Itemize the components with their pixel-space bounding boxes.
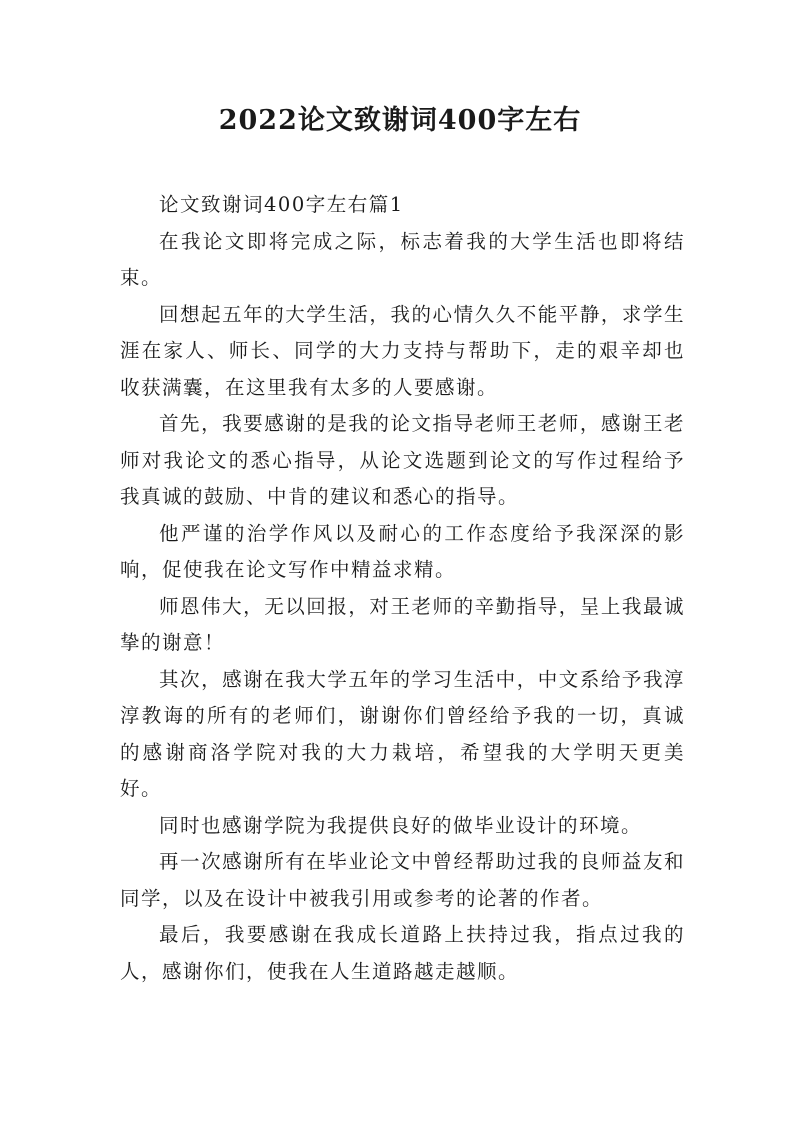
paragraph: 同时也感谢学院为我提供良好的做毕业设计的环境。 [159, 813, 643, 837]
paragraph: 回想起五年的大学生活，我的心情久久不能平静，求学生涯在家人、师长、同学的大力支持与帮助下，走的艰辛却也收获满囊，在这里我有太多的人要感谢。 [120, 302, 685, 399]
paragraph: 其次，感谢在我大学五年的学习生活中，中文系给予我淳淳教诲的所有的老师们，谢谢你们曾经给予我的一切，真诚的感谢商洛学院对我的大力栽培，希望我的大学明天更美好。 [120, 667, 685, 800]
paragraph: 最后，我要感谢在我成长道路上扶持过我，指点过我的人，感谢你们，使我在人生道路越走越顺。 [120, 923, 685, 983]
paragraph: 首先，我要感谢的是我的论文指导老师王老师，感谢王老师对我论文的悉心指导，从论文选题到论文的写作过程给予我真诚的鼓励、中肯的建议和悉心的指导。 [120, 412, 685, 508]
page-title: 2022论文致谢词400字左右 [218, 105, 582, 136]
document-body [120, 187, 685, 990]
paragraph: 再一次感谢所有在毕业论文中曾经帮助过我的良师益友和同学，以及在设计中被我引用或参考的论著的作者。 [120, 850, 685, 910]
paragraph: 他严谨的治学作风以及耐心的工作态度给予我深深的影响，促使我在论文写作中精益求精。 [120, 521, 685, 581]
paragraph: 在我论文即将完成之际，标志着我的大学生活也即将结束。 [120, 229, 685, 289]
paragraph: 师恩伟大，无以回报，对王老师的辛勤指导，呈上我最诚挚的谢意！ [120, 594, 685, 654]
section-heading: 论文致谢词400字左右篇1 [159, 193, 404, 216]
